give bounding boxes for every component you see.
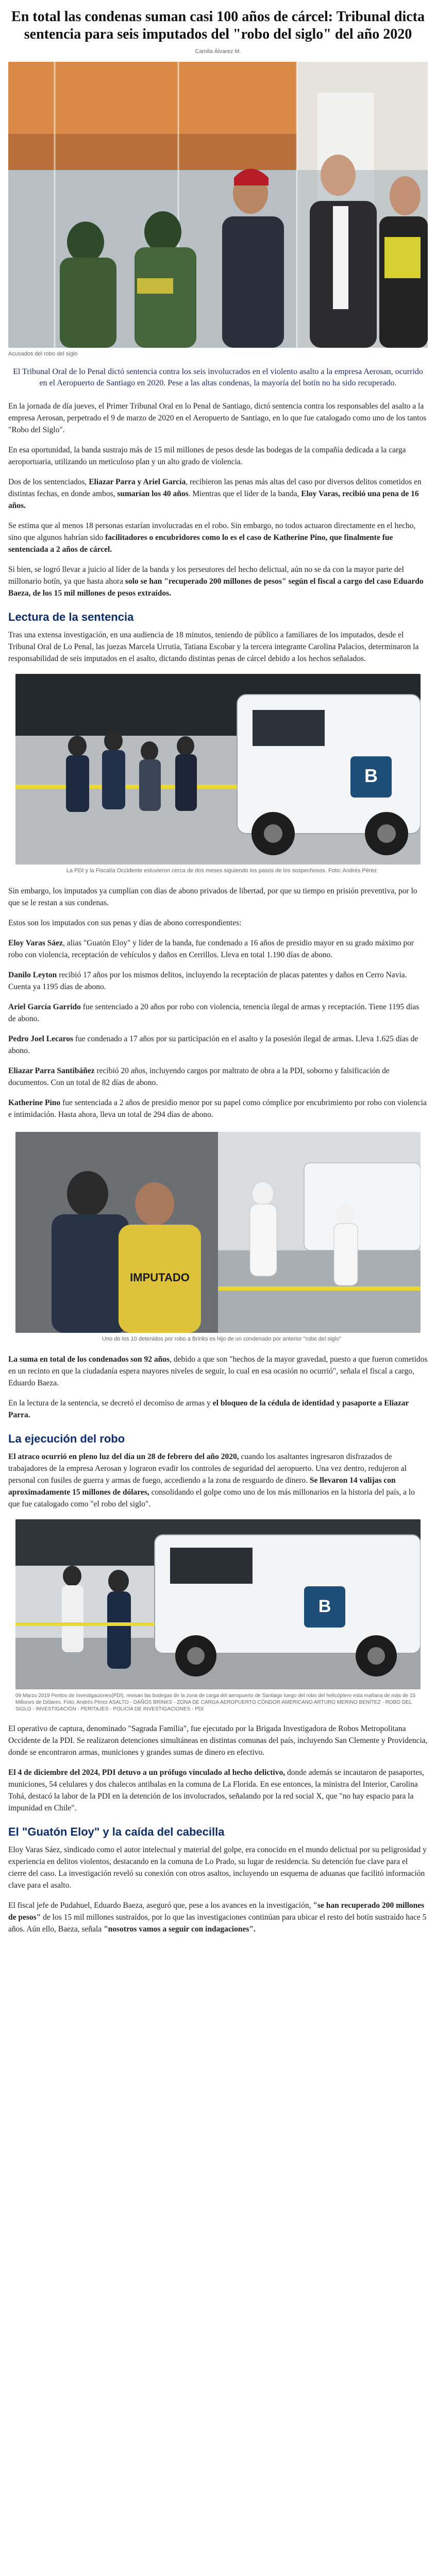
intro-paragraph: Dos de los sentenciados, Eliazar Parra y Ariel García, recibieron las penas más altas del caso por diversos delitos cometidos en distintas fechas, en donde ambos, sumarían los 40 años. Mientras que el líder de la banda, Eloy Varas, recibió una pena de 16 años. (8, 478, 422, 510)
convict-item: Pedro Joel Lecaros fue condenado a 17 años por su participación en el asalto y la posesión ilegal de armas. Lleva 1.625 días de abono. (8, 1035, 418, 1055)
intro-paragraph: En esa oportunidad, la banda sustrajo más de 15 mil millones de pesos desde las bodegas de la compañía dedicada a la carga aeroportuaria, utilizando un meticuloso plan y un alto grado de violencia. (8, 446, 406, 466)
section-paragraph: El fiscal jefe de Pudahuel, Eduardo Baeza, aseguró que, pese a los avances en la investigación, "se han recuperado 200 millones de pesos" de los 15 mil millones sustraídos, por lo que las investigaciones continúan para ubicar el resto del botín sustraído hace 5 años. Aún ello, Baeza, señala "nosotros vamos a seguir con indagaciones". (8, 1901, 427, 1934)
detainees-photo (15, 1132, 421, 1333)
convict-item: Katherine Pino fue sentenciada a 2 años de presidio menor por su papel como cómplice por encubrimiento por robo con violencia e intimidación. Hasta ahora, lleva un total de 294 días de abono. (8, 1098, 427, 1119)
photo-caption: La PDI y la Fiscalía Occidente estuvieron cerca de dos meses siguiendo los pasos de los sospechosos. Foto: Andrés Pérez (66, 868, 377, 874)
hero-photo (8, 62, 428, 348)
truck-photo (15, 1519, 421, 1689)
section-paragraph: Tras una extensa investigación, en una audiencia de 18 minutos, teniendo de público a familiares de los imputados, desde el Tribunal Oral de Lo Penal, las juezas Marcela Urrutia, Tatiana Escobar y la tercera integrante Carolina Palacios, determinaron la responsabilidad de seis imputados en el asalto, dictando distintas penas de cárcel debido a los hechos señalados. (8, 631, 419, 663)
section-paragraph: El operativo de captura, denominado "Sagrada Familia", fue ejecutado por la Brigada Investigadora de Robos Metropolitana Occidente de la PDI. Se realizaron detenciones simultáneas en distintas comunas del país, incluyendo San Clemente y Providencia, donde se encontraron armas, municiones y grandes sumas de dinero en efectivo. (8, 1724, 428, 1757)
section-paragraph: En la lectura de la sentencia, se decretó el decomiso de armas y el bloqueo de la cédula de identidad y pasaporte a Eliazar Parra. (8, 1399, 409, 1419)
svg-text:B: B (318, 1597, 331, 1616)
article-byline: Camila Álvarez M. (195, 48, 241, 55)
section-paragraph: Sin embargo, los imputados ya cumplían con días de abono privados de libertad, por que su tiempo en prisión preventiva, por lo que se le restan a sus condenas. (8, 887, 417, 907)
section-heading: Lectura de la sentencia (8, 611, 134, 623)
photo-caption: 09 Marzo 2019 Peritos de Investigaciones(PDI), revisan las bodegas de la zona de carga del aeropuerto de Santiago luego del robo del helicóptero esta mañana de más de 15 Millones de Dólares. Foto: Andrés Pérez ASALTO - DAÑOS BRINKS - ZONA DE CARGA AEROPUERTO CÓNDOR AMERICANO ARTURO MERINO BENÍTEZ - ROBO DEL SIGLO - INVESTIGACIÓN - PERITAJES - POLICÍA DE INVESTIGACIONES - PDI (15, 1693, 416, 1712)
section-paragraph: Eloy Varas Sáez, sindicado como el autor intelectual y material del golpe, era conocido en el mundo delictual por su peligrosidad y experiencia en delitos violentos, destacando en la comuna de Lo Prado, su lugar de residencia. Su detención fue clave para el cierre del caso. La investigación reveló su conexión con otros asaltos, incluyendo un esquema de aduanas que facilitó información clave para el asalto. (8, 1845, 427, 1890)
svg-text:IMPUTADO: IMPUTADO (130, 1271, 190, 1284)
section-heading: El "Guatón Eloy" y la caída del cabecilla (8, 1825, 225, 1838)
section-heading: La ejecución del robo (8, 1432, 125, 1445)
convict-item: Eliazar Parra Santibáñez recibió 20 años, incluyendo cargos por maltrato de obra a la PDI, soborno y falsificación de documentos. Con un total de 82 días de abono. (8, 1066, 390, 1087)
intro-paragraph: Se estima que al menos 18 personas estarían involucradas en el robo. Sin embargo, no todos actuaron directamente en el hecho, sino que algunos habrían sido facilitadores o encubridores como lo es el caso de Katherine Pino, que finalmente fue sentenciada a 2 años de cárcel. (8, 521, 416, 554)
photo-caption: Uno de los 10 detenidos por robo a Brinks es hijo de un condenado por anterior "robo del siglo" (102, 1336, 341, 1342)
section-paragraph: Estos son los imputados con sus penas y días de abono correspondientes: (8, 919, 242, 927)
convict-item: Eloy Varas Sáez, alias "Guatón Eloy" y líder de la banda, fue condenado a 16 años de presidio mayor en su grado máximo por robo con violencia, receptación de vehículos y daños en Cerrillos. Lleva en total 1.190 días de abono. (8, 939, 414, 959)
svg-text:B: B (364, 765, 378, 786)
police-photo (15, 674, 421, 865)
section-paragraph: El atraco ocurrió en pleno luz del día un 28 de febrero del año 2020, cuando los asaltantes ingresaron disfrazados de trabajadores de la empresa Aerosan y lograron evadir los controles de seguridad del aeropuerto. Una vez dentro, redujeron al personal con fusiles de guerra y armas de fuego, accediendo a la zona de resguardo de dinero. Se llevaron 14 valijas con aproximadamente 15 millones de dólares, consolidando el golpe como uno de los más millonarios en la historia del país, a lo que fue catalogado como "el robo del siglo". (8, 1452, 415, 1509)
section-paragraph: El 4 de diciembre del 2024, PDI detuvo a un prófugo vinculado al hecho delictivo, donde además se incautaron de pasaportes, municiones, 54 celulares y dos chalecos antibalas en la comuna de La Florida. En ese entonces, la ministra del Interior, Carolina Tohá, destacó la labor de la PDI en la detención de los involucrados, señalando por la red social X, que "no hay espacio para la impunidad en Chile". (8, 1768, 424, 1812)
article-title: En total las condenas suman casi 100 años de cárcel: Tribunal dicta sentencia para seis imputados del "robo del siglo" del año 2020 (11, 9, 425, 42)
hero-caption: Acusados del robo del siglo (8, 351, 78, 357)
intro-paragraph: Si bien, se logró llevar a juicio al líder de la banda y los perseutores del hecho delictual, aún no se da con la mayor parte del millonario botín, ya que hasta ahora solo se han "recuperado 200 millones de pesos" según el fiscal a cargo del caso Eduardo Baeza, de los 15 mil millones de pesos extraídos. (8, 565, 424, 598)
article-lead: El Tribunal Oral de lo Penal dictó sentencia contra los seis involucrados en el violento asalto a la empresa Aerosan, ocurrido en el Aeropuerto de Santiago en 2020. Pese a las altas condenas, la mayoría del botín no ha sido recuperado. (13, 367, 423, 387)
convict-item: Danilo Leyton recibió 17 años por los mismos delitos, incluyendo la receptación de placas patentes y daños en Cerro Navia. Cuenta ya 1195 días de abono. (8, 971, 407, 991)
intro-paragraph: En la jornada de día jueves, el Primer Tribunal Oral en lo Penal de Santiago, dictó sentencia contra los responsables del asalto a la empresa Aerosan, perpetrado el 9 de marzo de 2020 en el Aeropuerto de Santiago, en lo que fue catalogado como uno de los tantos "Robo del Siglo". (8, 402, 427, 434)
section-paragraph: La suma en total de los condenados son 92 años, debido a que son "hechos de la mayor gravedad, puesto a que fueron cometidos en un recinto en que la ciudadanía espera mayores niveles de seguir, lo cual en esa ocasión no ocurrió", señala el fiscal a cargo, Eduardo Baeza. (8, 1355, 428, 1387)
convict-item: Ariel García Garrido fue sentenciado a 20 años por robo con violencia, tenencia ilegal de armas y receptación. Tiene 1195 días de abono. (8, 1003, 420, 1023)
intro-section (0, 400, 436, 599)
